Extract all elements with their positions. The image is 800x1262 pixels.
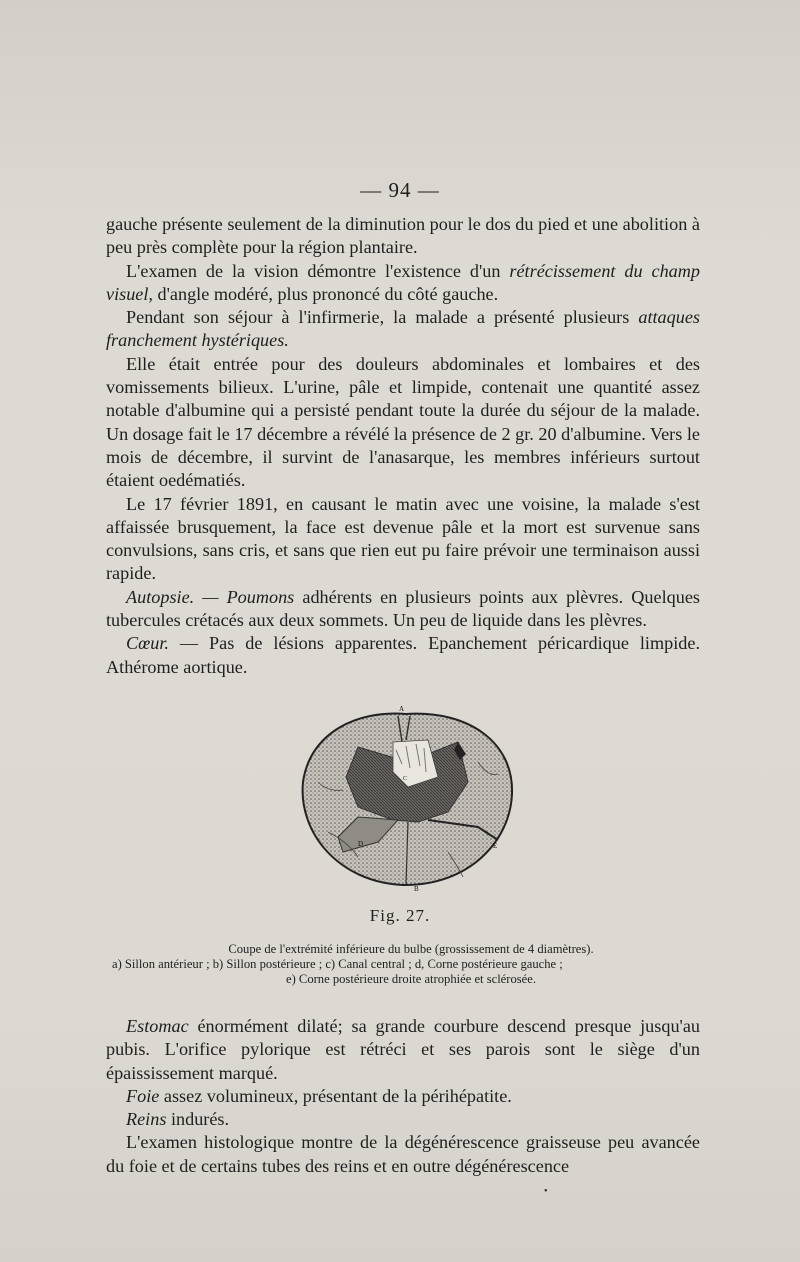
page-number: — 94 —: [360, 178, 440, 202]
medulla-cross-section-illustration: [298, 702, 516, 892]
figure-label-a: A: [399, 705, 405, 713]
figure-number: Fig. 27.: [369, 906, 431, 925]
figure-label-b: B: [414, 885, 419, 892]
paragraph: Le 17 février 1891, en causant le matin avec une voisine, la malade s'est affaissée brusquement, la face est devenue pâle et la mort est survenue sans convulsions, sans cris, et sans que rien eut pu faire prévoir une terminaison aussi rapide.: [106, 493, 700, 584]
paragraph: gauche présente seulement de la diminution pour le dos du pied et une abolition à peu près complète pour la région plantaire.: [106, 214, 700, 258]
figure-label-e: E: [493, 842, 498, 850]
figure-label-d: D: [358, 840, 364, 848]
top-text-block: [106, 213, 700, 679]
paragraph: Foie assez volumineux, présentant de la périhépatite.: [126, 1085, 512, 1106]
ink-dot: •: [544, 1186, 548, 1197]
caption-line: Coupe de l'extrémité inférieure du bulbe (grossissement de 4 diamètres).: [228, 942, 594, 956]
bottom-text-block: [106, 1015, 700, 1178]
medulla-section-figure: [298, 702, 516, 892]
paragraph: Autopsie. — Poumons adhérents en plusieurs points aux plèvres. Quelques tubercules crétacés aux deux sommets. Un peu de liquide dans les plèvres.: [106, 586, 700, 631]
paragraph: Reins indurés.: [126, 1109, 230, 1130]
paragraph: Cœur. — Pas de lésions apparentes. Epanchement péricardique limpide. Athérome aortique.: [106, 633, 700, 677]
paragraph: L'examen de la vision démontre l'existence d'un rétrécissement du champ visuel, d'angle modéré, plus prononcé du côté gauche.: [106, 260, 700, 304]
paragraph: Pendant son séjour à l'infirmerie, la malade a présenté plusieurs attaques franchement hystériques.: [106, 307, 700, 351]
caption-line: a) Sillon antérieur ; b) Sillon postérieure ; c) Canal central ; d, Corne postérieure gauche ;: [112, 957, 563, 971]
paragraph: L'examen histologique montre de la dégénérescence graisseuse peu avancée du foie et de certains tubes des reins et en outre dégénérescence: [106, 1132, 700, 1176]
paragraph: Elle était entrée pour des douleurs abdominales et lombaires et des vomissements bilieux. L'urine, pâle et limpide, contenait une quantité assez notable d'albumine qui a persisté pendant toute la durée du séjour de la malade. Un dosage fait le 17 décembre a révélé la présence de 2 gr. 20 d'albumine. Vers le mois de décembre, il survint de l'anasarque, les membres inférieurs surtout étaient oedématiés.: [106, 353, 700, 491]
caption-line: e) Corne postérieure droite atrophiée et sclérosée.: [285, 972, 536, 986]
paragraph: Estomac énormément dilaté; sa grande courbure descend presque jusqu'au pubis. L'orifice pylorique est rétréci et ses parois sont le siège d'un épaississement marqué.: [106, 1016, 700, 1083]
figure-caption: [112, 942, 710, 987]
figure-label-c: C: [403, 776, 408, 782]
